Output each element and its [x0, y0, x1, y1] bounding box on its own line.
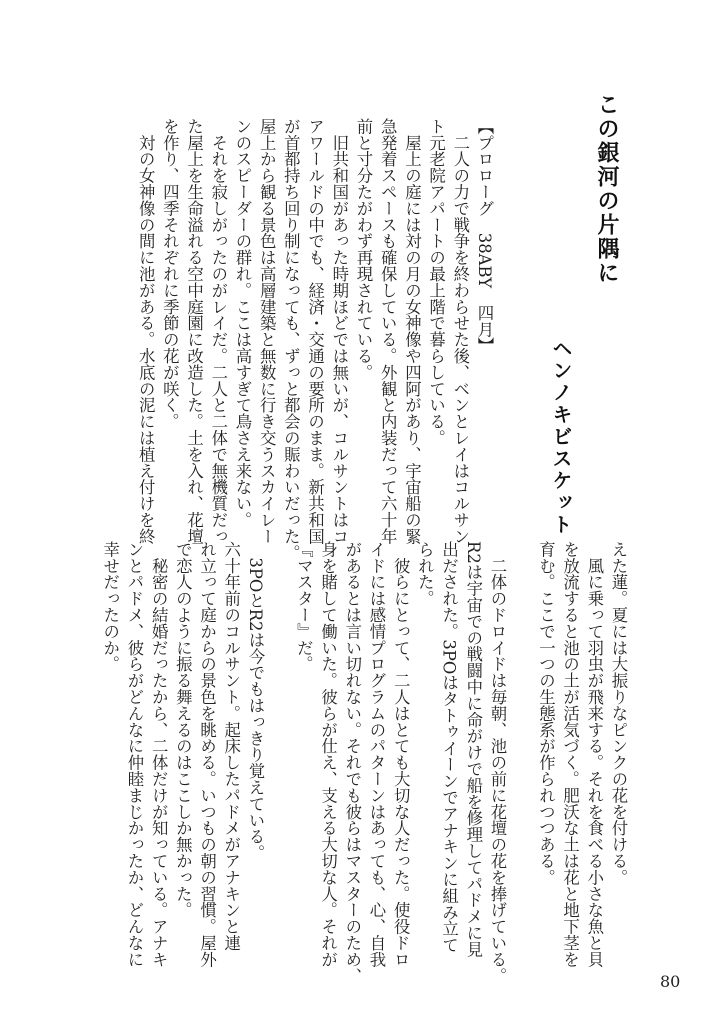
text-line: た屋上を生命溢れる空中庭園に改造した。土を入れ、花壇 [184, 118, 204, 545]
text-line: 屋上の庭には対の月の女神像や四阿があり、宇宙船の緊 [402, 118, 422, 545]
lower-text-block [98, 541, 630, 984]
text-line: えた蓮。夏には大振りなピンクの花を付ける。 [609, 541, 628, 886]
text-line: 風に乗って羽虫が飛来する。それを食べる小さな魚と貝 [584, 541, 604, 968]
text-line: アワールドの中でも、経済・交通の要所のまま。新共和国 [305, 118, 325, 545]
text-line: 出だされた。3POはタトゥイーンでアナキンに組み立て [439, 541, 459, 954]
text-line: 六十年前のコルサント。起床したパドメがアナキンと連 [221, 541, 241, 951]
text-line: で恋人のように振る舞えるのはここしか無かった。 [173, 541, 193, 919]
text-line: があるとは言い切れない。それでも彼らはマスターのため、 [342, 541, 362, 984]
text-line: られた。 [415, 541, 435, 607]
text-line: を作り、四季それぞれに季節の花が咲く。 [160, 118, 180, 430]
text-line: 屋上から観る景色は高層建築と無数に行き交うスカイレー [257, 118, 277, 545]
story-title: この銀河の片隅に [594, 93, 620, 285]
blank-line [509, 541, 533, 941]
text-line: 【プロローグ 38ABY 四月】 [475, 118, 494, 354]
text-line: 3POとR2は今でもはっきり覚えている。 [245, 541, 265, 862]
text-line: それを寂しがったのがレイだ。二人と二体で無機質だっ [208, 118, 228, 545]
text-line: R2は宇宙での戦闘中に命がけで船を修理してパドメに見 [463, 541, 483, 958]
text-line: 対の女神像の間に池がある。水底の泥には植え付けを終 [136, 118, 156, 545]
text-line: 急発着スペースも確保している。外観と内装だって六十年 [378, 118, 398, 545]
text-line: 『マスター』だ。 [294, 541, 314, 673]
upper-text-block [133, 118, 496, 561]
text-line: を放流すると池の土が活気づく。肥沃な土は花と地下茎を [560, 541, 580, 968]
text-line: ンのスピーダーの群れ。ここは高すぎて鳥さえ来ない。 [232, 118, 252, 528]
text-line: 前と寸分たがわず再現されている。 [353, 118, 373, 381]
text-line: が首都持ち回り制になっても、ずっと都会の賑わいだった。 [281, 118, 301, 561]
text-line: 身を賭して働いた。彼らが仕え、支える大切な人。それが [318, 541, 338, 968]
text-line: ト元老院アパートの最上階で暮らしている。 [426, 118, 446, 446]
text-line: 秘密の結婚だったから、二体だけが知っている。アナキ [149, 541, 169, 968]
blank-line [267, 541, 291, 941]
author-name: ヘンノキビスケット [549, 338, 573, 536]
text-line: イドには感情プログラムのパターンはあっても、心、自我 [366, 541, 386, 968]
text-line: 育む。ここで一つの生態系が作られつつある。 [536, 541, 556, 886]
text-line: 二体のドロイドは毎朝、池の前に花壇の花を捧げている。 [487, 541, 507, 984]
text-line: ンとパドメ、彼らがどんなに仲睦まじかったか、どんなに [124, 541, 144, 968]
text-line: 幸せだったのか。 [100, 541, 120, 673]
text-line: 彼らにとって、二人はとても大切な人だった。使役ドロ [391, 541, 411, 968]
text-line: 旧共和国があった時期ほどでは無いが、コルサントはコ [329, 118, 349, 545]
page-number: 80 [660, 972, 681, 991]
text-line: れ立って庭からの景色を眺める。いつもの朝の習慣。屋外 [197, 541, 217, 968]
text-line: 二人の力で戦争を終わらせた後、ベンとレイはコルサン [450, 118, 470, 545]
